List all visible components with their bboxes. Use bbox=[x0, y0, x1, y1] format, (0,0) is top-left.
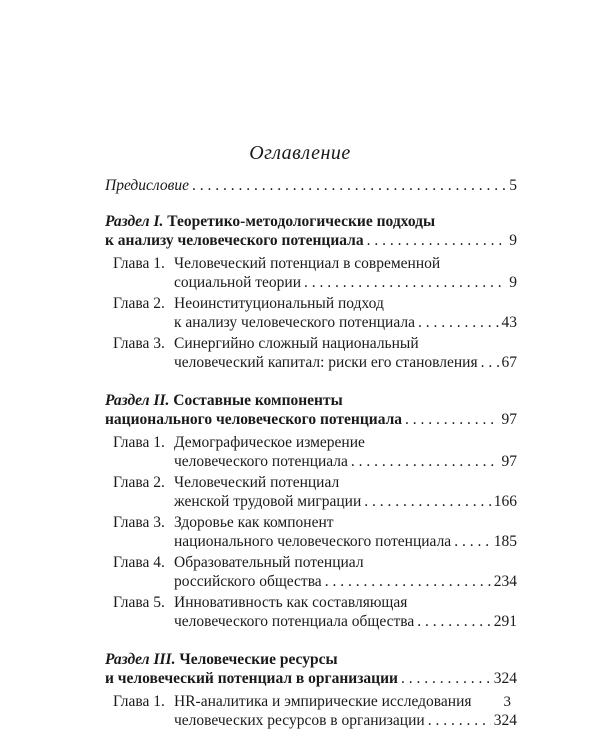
dot-leader bbox=[367, 231, 507, 250]
dot-leader bbox=[481, 353, 499, 372]
chapter-title-line1: HR-аналитика и эмпирические исследования bbox=[174, 693, 472, 710]
chapter-title-line2: к анализу человеческого потенциала bbox=[174, 314, 415, 331]
page-ref: 291 bbox=[493, 613, 517, 630]
chapter-label: Глава 2. bbox=[113, 474, 165, 491]
page-title: Оглавление bbox=[249, 142, 351, 164]
table-of-contents bbox=[105, 176, 517, 732]
chapter-title-line2: человеческого потенциала общества bbox=[174, 613, 415, 630]
chapter-label: Глава 1. bbox=[113, 434, 165, 451]
toc-chapter[interactable] bbox=[113, 294, 517, 332]
chapter-title-line1: Неоинституциональный подход bbox=[174, 295, 384, 312]
chapter-title-line2: национального человеческого потенциала bbox=[174, 533, 452, 550]
toc-chapter[interactable] bbox=[113, 593, 517, 631]
section-title-line1: Человеческие ресурсы bbox=[179, 651, 338, 668]
chapter-title-line2: социальной теории bbox=[174, 274, 301, 291]
chapter-title-line2: женской трудовой миграции bbox=[174, 493, 362, 510]
chapter-label: Глава 2. bbox=[113, 295, 165, 312]
chapter-title-line1: Демографическое измерение bbox=[174, 434, 365, 451]
chapter-label: Глава 1. bbox=[113, 255, 165, 272]
chapter-label: Глава 4. bbox=[113, 554, 165, 571]
chapter-label: Глава 3. bbox=[113, 514, 165, 531]
section-prefix: Раздел II. bbox=[105, 392, 170, 409]
dot-leader bbox=[454, 532, 491, 551]
page-ref: 67 bbox=[501, 354, 517, 371]
toc-section-2[interactable] bbox=[105, 391, 517, 429]
toc-chapter[interactable] bbox=[113, 553, 517, 591]
toc-chapter[interactable] bbox=[113, 473, 517, 511]
toc-section-1[interactable] bbox=[105, 212, 517, 250]
toc-chapter[interactable] bbox=[113, 334, 517, 372]
dot-leader bbox=[364, 492, 491, 511]
toc-chapter[interactable] bbox=[113, 254, 517, 292]
page-ref: 5 bbox=[509, 177, 517, 194]
dot-leader bbox=[401, 669, 491, 688]
preface-label: Предисловие bbox=[105, 177, 189, 194]
section-title-line2: и человеческий потенциал в организации bbox=[105, 670, 398, 687]
section-title-line2: национального человеческого потенциала bbox=[105, 411, 403, 428]
page-ref: 324 bbox=[493, 712, 517, 729]
page-ref: 43 bbox=[501, 314, 517, 331]
dot-leader bbox=[351, 452, 499, 471]
dot-leader bbox=[417, 612, 490, 631]
chapter-title-line2: человеческих ресурсов в организации bbox=[174, 712, 425, 729]
toc-chapter[interactable] bbox=[113, 692, 517, 730]
chapter-title-line1: Инновативность как составляющая bbox=[174, 594, 408, 611]
chapter-title-line1: Синергийно сложный национальный bbox=[174, 335, 419, 352]
dot-leader bbox=[304, 273, 506, 292]
dot-leader bbox=[418, 313, 499, 332]
section-title-line1: Теоретико-методологические подходы bbox=[167, 213, 436, 230]
section-prefix: Раздел I. bbox=[105, 213, 164, 230]
chapter-title-line2: российского общества bbox=[174, 573, 322, 590]
page-number: 3 bbox=[503, 694, 511, 710]
page-ref: 9 bbox=[509, 274, 517, 291]
chapter-title-line2: человеческого потенциала bbox=[174, 453, 348, 470]
section-prefix: Раздел III. bbox=[105, 651, 176, 668]
toc-chapter[interactable] bbox=[113, 513, 517, 551]
dot-leader bbox=[325, 572, 491, 591]
chapter-title-line2: человеческий капитал: риски его становления bbox=[174, 354, 478, 371]
page-ref: 234 bbox=[493, 573, 517, 590]
toc-section-3[interactable] bbox=[105, 650, 517, 688]
dot-leader bbox=[405, 410, 498, 429]
section-title-line2: к анализу человеческого потенциала bbox=[105, 232, 364, 249]
page-ref: 97 bbox=[501, 411, 517, 428]
chapter-title-line1: Человеческий потенциал в современной bbox=[174, 255, 441, 272]
chapter-label: Глава 1. bbox=[113, 693, 165, 710]
page-ref: 9 bbox=[509, 232, 517, 249]
dot-leader bbox=[192, 176, 506, 195]
dot-leader bbox=[428, 711, 491, 730]
page-ref: 185 bbox=[493, 533, 517, 550]
chapter-title-line1: Образовательный потенциал bbox=[174, 554, 364, 571]
chapter-title-line1: Человеческий потенциал bbox=[174, 474, 340, 491]
toc-entry-preface[interactable] bbox=[105, 176, 517, 195]
page-ref: 324 bbox=[493, 670, 517, 687]
chapter-label: Глава 5. bbox=[113, 594, 165, 611]
page-ref: 166 bbox=[493, 493, 517, 510]
page-ref: 97 bbox=[501, 453, 517, 470]
chapter-label: Глава 3. bbox=[113, 335, 165, 352]
chapter-title-line1: Здоровье как компонент bbox=[174, 514, 334, 531]
toc-chapter[interactable] bbox=[113, 433, 517, 471]
section-title-line1: Составные компоненты bbox=[173, 392, 343, 409]
